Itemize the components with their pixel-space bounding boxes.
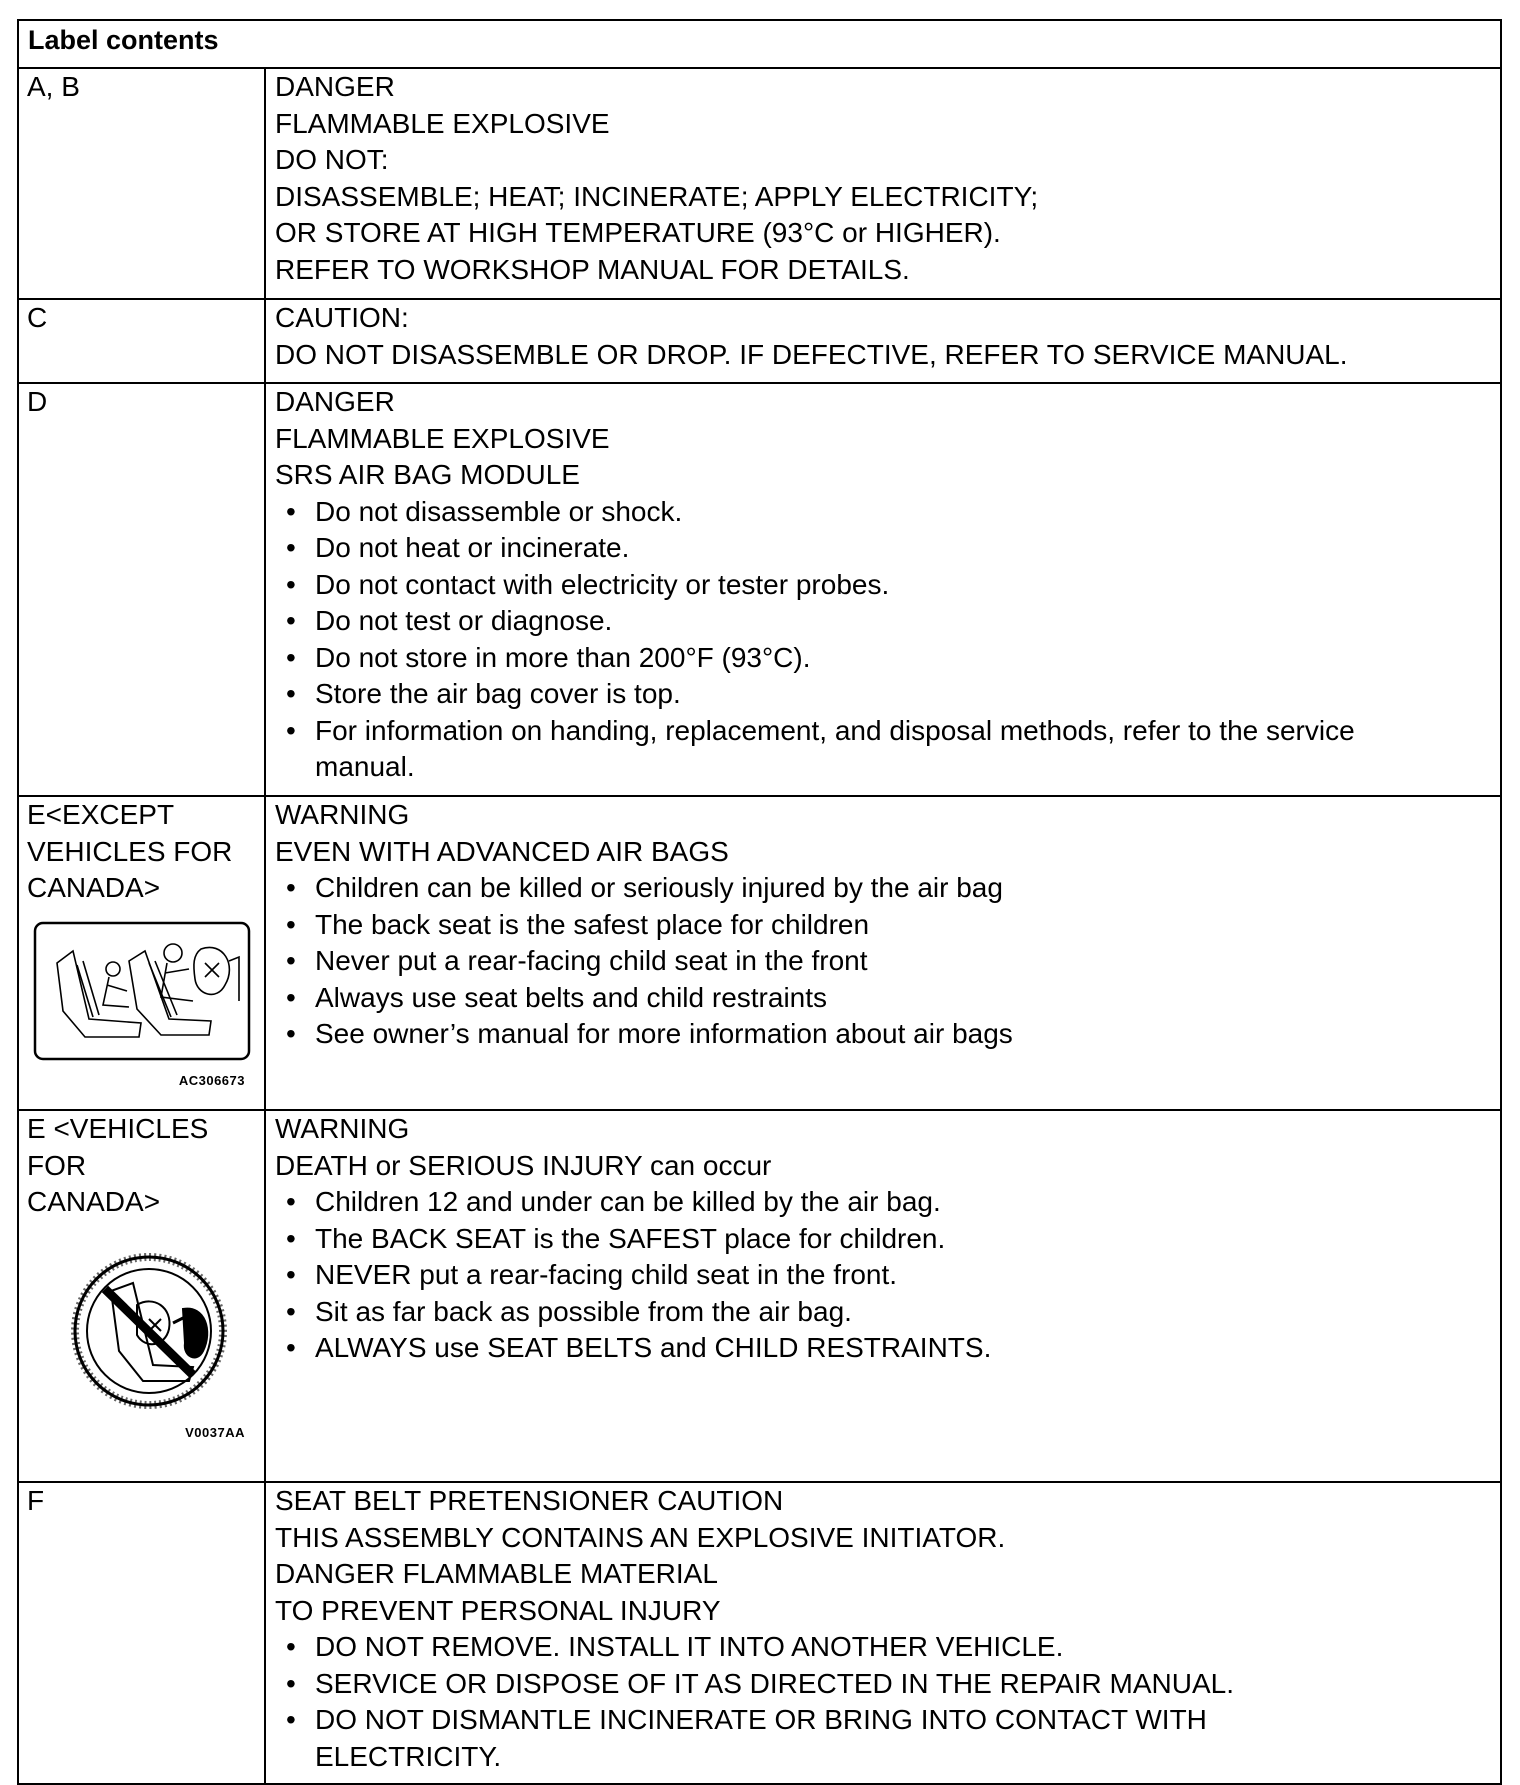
content-line: SEAT BELT PRETENSIONER CAUTION xyxy=(275,1485,784,1516)
content-cell xyxy=(266,384,1500,795)
content-line: FLAMMABLE EXPLOSIVE xyxy=(275,422,610,454)
content-line: OR STORE AT HIGH TEMPERATURE (93°C or HIGHER). xyxy=(275,217,1001,248)
content-line: DANGER xyxy=(275,386,395,417)
bullet-item: • Do not disassemble or shock. xyxy=(275,494,1494,531)
table-row-d xyxy=(19,384,1500,797)
bullet-item: • DO NOT REMOVE. INSTALL IT INTO ANOTHER VEHICLE. xyxy=(275,1629,1494,1666)
figure-code: AC306673 xyxy=(178,1073,245,1088)
label-text: C xyxy=(27,302,48,333)
bullet-item: • ALWAYS use SEAT BELTS and CHILD RESTRAINTS. xyxy=(275,1330,1494,1367)
table-row-e-except-canada xyxy=(19,797,1500,1111)
no-child-seat-pictogram xyxy=(33,1235,251,1440)
content-line: DO NOT DISASSEMBLE OR DROP. IF DEFECTIVE, REFER TO SERVICE MANUAL. xyxy=(275,338,1348,370)
label-contents-table xyxy=(17,19,1502,1785)
label-text: A, B xyxy=(27,71,80,102)
label-cell xyxy=(19,1111,266,1481)
label-text: CANADA> xyxy=(27,1186,161,1217)
bullet-item: • The back seat is the safest place for children xyxy=(275,907,1494,944)
content-cell xyxy=(266,1483,1500,1783)
bullet-item: • Children can be killed or seriously injured by the air bag xyxy=(275,870,1494,907)
label-text: FOR xyxy=(27,1149,87,1181)
table-row-c xyxy=(19,300,1500,384)
content-cell xyxy=(266,1111,1500,1481)
content-line: WARNING xyxy=(275,799,410,830)
label-cell xyxy=(19,1483,266,1783)
content-line: DEATH or SERIOUS INJURY can occur xyxy=(275,1149,772,1181)
label-cell xyxy=(19,300,266,382)
content-line: DISASSEMBLE; HEAT; INCINERATE; APPLY ELECTRICITY; xyxy=(275,180,1039,212)
content-line: TO PREVENT PERSONAL INJURY xyxy=(275,1594,721,1626)
bullet-item: • Do not heat or incinerate. xyxy=(275,530,1494,567)
bullet-item: • Never put a rear-facing child seat in the front xyxy=(275,943,1494,980)
airbag-warning-pictogram xyxy=(33,921,251,1088)
content-line: CAUTION: xyxy=(275,302,409,333)
content-line: SRS AIR BAG MODULE xyxy=(275,459,580,490)
label-text: VEHICLES FOR xyxy=(27,835,233,867)
label-cell xyxy=(19,797,266,1109)
bullet-item: • SERVICE OR DISPOSE OF IT AS DIRECTED IN THE REPAIR MANUAL. xyxy=(275,1666,1494,1703)
prohibited-child-seat-icon xyxy=(33,1235,251,1415)
seat-airbag-icon xyxy=(33,921,251,1061)
label-text: E <VEHICLES xyxy=(27,1113,209,1144)
bullet-item: • Do not contact with electricity or tester probes. xyxy=(275,567,1494,604)
content-line: DANGER xyxy=(275,71,395,102)
label-cell xyxy=(19,69,266,298)
bullet-item: • Children 12 and under can be killed by the air bag. xyxy=(275,1184,1494,1221)
table-header: Label contents xyxy=(19,21,1500,69)
label-text: D xyxy=(27,386,48,417)
bullet-item: • For information on handing, replacement, and disposal methods, refer to the service manual. xyxy=(275,713,1494,786)
bullet-item: • The BACK SEAT is the SAFEST place for children. xyxy=(275,1221,1494,1258)
bullet-item: • DO NOT DISMANTLE INCINERATE OR BRING INTO CONTACT WITH ELECTRICITY. xyxy=(275,1702,1494,1775)
bullet-item: • Always use seat belts and child restraints xyxy=(275,980,1494,1017)
table-row-f xyxy=(19,1483,1500,1783)
figure-code: V0037AA xyxy=(185,1425,245,1440)
content-line: REFER TO WORKSHOP MANUAL FOR DETAILS. xyxy=(275,253,910,285)
label-text: F xyxy=(27,1485,45,1516)
label-cell xyxy=(19,384,266,795)
table-row-e-canada xyxy=(19,1111,1500,1483)
table-row-ab xyxy=(19,69,1500,300)
content-cell xyxy=(266,69,1500,298)
label-text: CANADA> xyxy=(27,872,161,903)
content-line: EVEN WITH ADVANCED AIR BAGS xyxy=(275,835,729,867)
bullet-item: • NEVER put a rear-facing child seat in the front. xyxy=(275,1257,1494,1294)
content-line: FLAMMABLE EXPLOSIVE xyxy=(275,107,610,139)
content-line: DO NOT: xyxy=(275,144,389,175)
bullet-item: • Sit as far back as possible from the air bag. xyxy=(275,1294,1494,1331)
bullet-item: • Do not store in more than 200°F (93°C). xyxy=(275,640,1494,677)
bullet-item: • Do not test or diagnose. xyxy=(275,603,1494,640)
label-text: E<EXCEPT xyxy=(27,799,175,830)
content-line: DANGER FLAMMABLE MATERIAL xyxy=(275,1558,718,1589)
content-line: THIS ASSEMBLY CONTAINS AN EXPLOSIVE INITIATOR. xyxy=(275,1521,1006,1553)
bullet-item: • Store the air bag cover is top. xyxy=(275,676,1494,713)
content-line: WARNING xyxy=(275,1113,410,1144)
bullet-item: • See owner’s manual for more information about air bags xyxy=(275,1016,1494,1053)
content-cell xyxy=(266,797,1500,1109)
content-cell xyxy=(266,300,1500,382)
